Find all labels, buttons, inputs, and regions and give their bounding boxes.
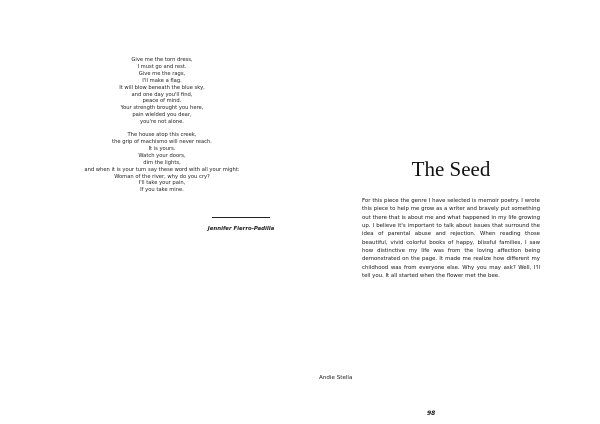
poem [12, 57, 312, 194]
essay-byline: Andie Stella [319, 375, 353, 381]
poem-line: If you take mine. [140, 187, 184, 194]
poem-line: and one day you'll find, [131, 91, 193, 98]
poem-line: I must go and rest. [137, 63, 187, 70]
poem-stanza-1 [12, 57, 312, 126]
poem-author: Jennifer Fierro-Padilla [207, 226, 275, 232]
poem-line: you're not alone. [140, 119, 184, 126]
poem-stanza-2 [12, 132, 312, 194]
poem-line: Watch your doors, [138, 152, 186, 159]
poem-line: Give me the torn dress, [131, 57, 193, 63]
poem-line: peace of mind. [142, 98, 182, 105]
poem-line: I'll make a flag. [142, 77, 182, 84]
poem-line: pain wielded you dear, [132, 112, 192, 119]
poem-line: dim the lights, [143, 159, 181, 166]
poem-line: Woman of the river, why do you cry? [114, 173, 210, 180]
poem-line: The house atop this creek, [127, 132, 197, 139]
page-number: 98 [427, 410, 436, 417]
signature-rule [212, 217, 270, 218]
poem-line: Your strength brought you here, [120, 105, 204, 112]
poem-line: and when it is your turn say these word with all your might: [84, 166, 240, 173]
poem-line: I'll take your pain, [138, 180, 186, 187]
poem-line: It will blow beneath the blue sky, [119, 84, 205, 91]
essay-title: The Seed [411, 157, 491, 181]
poem-line: It is yours. [148, 145, 176, 152]
poem-line: Give me the rags, [138, 70, 186, 77]
poem-line: the grip of machismo will never reach. [112, 138, 212, 145]
essay-body: For this piece the genre I have selected is memoir poetry. I wrote this piece to help me grow as a writer and bravely put something out there that is about me and what happened in my life growing up. I believe it's important to talk about issues that surround the idea of parental abuse and rejection. When reading those beautiful, vivid colorful books of happy, blissful families, I saw how distinctive my life was from the loving affection being demonstrated on the page. It made me realize how different my childhood was from everyone else. Why you may ask? Well, I'll tell you. It all started when the flower met the bee. [362, 198, 540, 280]
